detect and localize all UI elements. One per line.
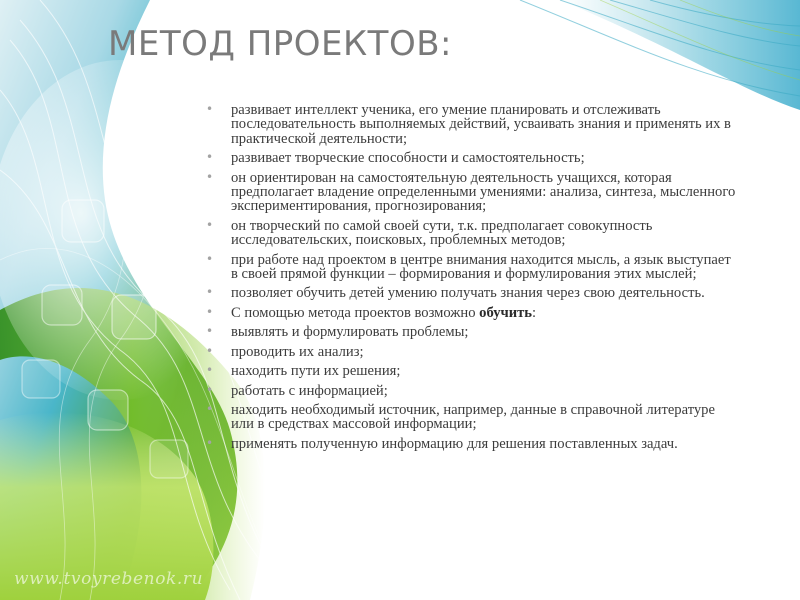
list-item [196, 437, 741, 451]
bullet-icon: • [206, 169, 214, 184]
list-item [196, 151, 741, 165]
list-item [196, 306, 741, 320]
bullet-list [196, 103, 741, 456]
list-item-text: позволяет обучить детей умению получать знания через свою деятельность. [231, 285, 705, 302]
list-item-text: развивает интеллект ученика, его умение планировать и отслеживать последовательность выполняемых действий, усваивать знания и применять их в практической деятельности; [231, 102, 731, 147]
list-item-text: при работе над проектом в центре внимания находится мысль, а язык выступает в своей прямой функции – формирования и формулирования этих мыслей; [231, 251, 731, 283]
list-item-text-prefix: С помощью метода проектов возможно [231, 304, 480, 321]
list-item [196, 219, 741, 248]
list-item-text: выявлять и формулировать проблемы; [231, 324, 469, 341]
list-item-text: проводить их анализ; [231, 343, 364, 360]
list-item-text: развивает творческие способности и самостоятельность; [231, 150, 585, 167]
list-item [196, 103, 741, 146]
list-item [196, 364, 741, 378]
list-item [196, 345, 741, 359]
bullet-icon: • [206, 304, 214, 319]
bullet-icon: • [206, 382, 214, 397]
list-item-text: работать с информацией; [231, 382, 388, 399]
list-item-text-bold: обучить [479, 304, 533, 321]
list-item [196, 286, 741, 300]
bullet-icon: • [206, 285, 214, 300]
bullet-icon: • [206, 401, 214, 416]
watermark: www.tvoyrebenok.ru [14, 569, 204, 589]
bullet-icon: • [206, 150, 214, 165]
bullet-icon: • [206, 435, 214, 450]
slide-title: МЕТОД ПРОЕКТОВ: [108, 24, 452, 64]
list-item-text: находить пути их решения; [231, 363, 401, 380]
list-item-text: он творческий по самой своей сути, т.к. предполагает совокупность исследовательских, поисковых, проблемных методов; [231, 217, 653, 249]
list-item-text: он ориентирован на самостоятельную деятельность учащихся, которая предполагает владение определенными умениями: анализа, синтеза, мысленного экспериментирования, прогнозирования; [231, 169, 736, 215]
list-item-text: применять полученную информацию для решения поставленных задач. [231, 435, 678, 452]
list-item [196, 171, 741, 214]
bullet-icon: • [206, 251, 214, 266]
list-item [196, 384, 741, 398]
list-item [196, 403, 741, 432]
list-item-text-suffix: : [532, 304, 537, 321]
bullet-icon: • [206, 363, 214, 378]
bullet-icon: • [206, 343, 214, 358]
list-item [196, 253, 741, 282]
bullet-icon: • [206, 102, 214, 116]
list-item-text: находить необходимый источник, например, данные в справочной литературе или в средствах массовой информации; [231, 401, 715, 433]
bullet-icon: • [206, 217, 214, 232]
list-item [196, 325, 741, 339]
bullet-icon: • [206, 324, 214, 339]
